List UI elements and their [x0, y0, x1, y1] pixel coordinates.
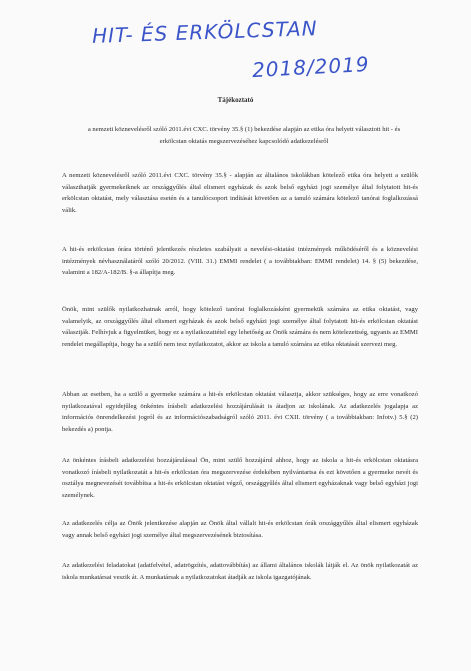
- paragraph-5: Az önkéntes írásbeli adatkezelési hozzájárulással Ön, mint szülő hozzájárul ahhoz, hogy az iskola a hit-és erkölcstan oktatásra vonatkozó írásbeli nyilatkozatát a hit-és erkölcstan óra megszervezése érdekében nyilvántartsa és ezt követően a gyermeke nevét és osztálya megnevezését továbbítsa a hit-és erkölcstan oktatást végző, országgyűlés által elismert egyházaknak vagy belső egyházi jogi személynek.: [62, 457, 418, 499]
- paragraph-2: A hit-és erkölcstan órára történő jelentkezés részletes szabályait a nevelési-oktatási intézmények működéséről és a köznevelési intézmények névhasználatáról szóló 20/2012. (VIII. 31.) EMMI rendelet ( a továbbiakban: EMMI rendelet) 14. § (5) bekezdése, valamint a 182/A-182/B. §-a állapítja meg.: [62, 246, 418, 277]
- paragraph-7: Az adatkezelési feladatokat (adatfelvétel, adatrögzítés, adattovábbítás) az állami általános iskolák látják el. Az önök nyilatkozatát az iskola munkatársai veszik át. A munkatársak a nyilatkozatokat átadják az iskola igazgatójának.: [62, 562, 418, 581]
- handwritten-school-year: 2018/2019: [251, 51, 371, 83]
- paragraph-4: Abban az esetben, ha a szülő a gyermeke számára a hit-és erkölcstan oktatást választja, akkor szükséges, hogy az erre vonatkozó nyilatkozatával egyidejűleg önkéntes írásbeli adatkezelési hozzájárulását is átadjon az iskolának. Az adatkezelés jogalapja az információs önrendelkezési jogról és az információszabadságról szóló 2011. évi CXII. törvény ( a továbbiakban: Infotv.) 5.§ (2) bekezdés a) pontja.: [62, 391, 418, 433]
- document-intro: a nemzeti köznevelésről szóló 2011.évi CXC. törvény 35.§ (1) bekezdése alapján az etika óra helyett választott hit - és erkölcstan oktatás megszervezéséhez kapcsolódó adatkezelésről: [87, 126, 401, 145]
- document-title: Tájékoztató: [217, 96, 254, 104]
- paragraph-1: A nemzeti köznevelésről szóló 2011.évi CXC. törvény 35.§ - alapján az általános iskolákban kötelező etika óra helyett a szülők választhatják gyermekeiknek az országgyűlés által elismert egyházak és azok belső egyházi jogi személye által folytatott hit-és erkölcstan oktatást, mely választása esetén és a tanulócsoport indítását követően az a tanuló számára kötelező tanórai foglalkozássá válik.: [62, 172, 418, 214]
- paragraph-3: Önök, mint szülők nyilatkozhatnak arról, hogy kötelező tanórai foglalkozásként gyermekük számára az etika oktatást, vagy valamelyik, az országgyűlés által elismert egyházak és azok belső egyházi jogi személye által folytatott hit-és erkölcstan oktatást választják. Felhívjuk a figyelmüket, hogy ez a nyilatkozattétel egy lehetőség az Önök számára és nem kötelezettség, ugyanis az EMMI rendelet megállapítja, hogy ha a szülő nem tesz nyilatkozatot, akkor az iskola a tanuló számára az etika oktatását szervezi meg.: [62, 306, 418, 348]
- paragraph-6: Az adatkezelés célja az Önök jelentkezése alapján az Önök által vállalt hit-és erkölcstan órák országgyűlés által elismert egyházak vagy annak belső egyházi jogi személye által megszervezésének biztosítása.: [62, 520, 418, 539]
- handwritten-heading: HIT- ÉS ERKÖLCSTAN: [91, 16, 318, 48]
